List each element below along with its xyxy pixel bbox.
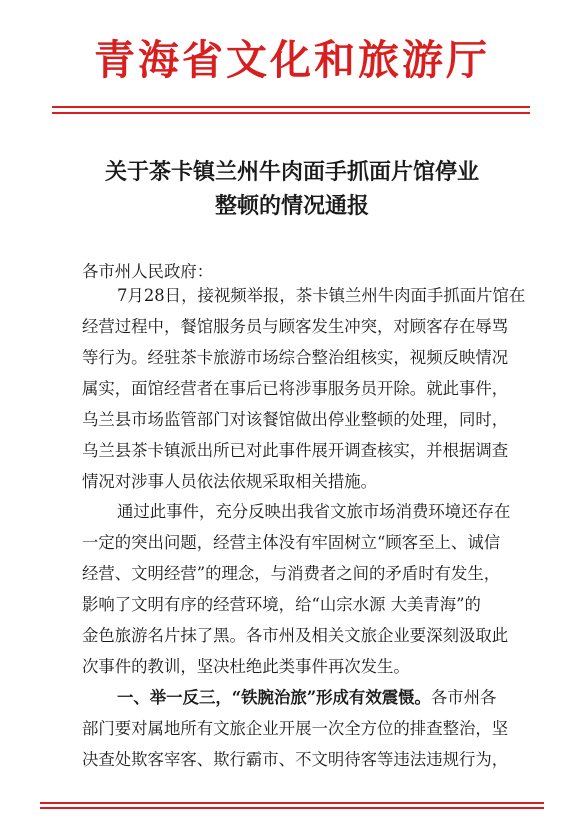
footer-rule-lower [40,807,544,809]
section-1-line: 决查处欺客宰客、欺行霸市、不文明待客等违法违规行为， [82,750,509,769]
document-title-line-1: 关于茶卡镇兰州牛肉面手抓面片馆停业 [104,159,479,185]
paragraph-1-line: 等行为。经驻茶卡旅游市场综合整治组核实，视频反映情况 [82,348,509,367]
paragraph-2-line: 影响了文明有序的经营环境，给“山宗水源 大美青海”的 [82,595,481,614]
paragraph-2-line: 一定的突出问题，经营主体没有牢固树立“顾客至上、诚信 [82,533,501,552]
section-1-line: 部门要对属地所有文旅企业开展一次全方位的排查整治，坚 [82,719,509,738]
paragraph-1-line: 乌兰县茶卡镇派出所已对此事件展开调查核实，并根据调查 [82,441,509,460]
section-1-heading: 一、举一反三，“铁腕治旅”形成有效震慑。 [117,688,431,707]
masthead-rule-lower [52,112,530,114]
section-1-first-line [117,688,496,708]
section-1-first-line-rest: 各市州各 [430,688,497,707]
salutation: 各市州人民政府： [82,262,214,281]
paragraph-1-line: 经营过程中，餐馆服务员与顾客发生冲突，对顾客存在辱骂 [82,317,509,336]
document-title-line-2: 整顿的情况通报 [214,193,369,219]
masthead-rule-upper [52,106,530,108]
paragraph-2-line: 通过此事件，充分反映出我省文旅市场消费环境还存在 [117,502,511,521]
paragraph-2-line: 次事件的教训，坚决杜绝此类事件再次发生。 [82,657,410,676]
paragraph-1-line: 情况对涉事人员依法依规采取相关措施。 [82,472,378,491]
paragraph-2-line: 经营、文明经营”的理念，与消费者之间的矛盾时有发生， [82,564,501,583]
paragraph-1-line: 7月28日，接视频举报，茶卡镇兰州牛肉面手抓面片馆在 [117,286,526,305]
footer-rule-upper [40,802,544,804]
paragraph-1-line: 乌兰县市场监管部门对该餐馆做出停业整顿的处理，同时， [82,410,509,429]
paragraph-1-line: 属实，面馆经营者在事后已将涉事服务员开除。就此事件， [82,379,509,398]
paragraph-2-line: 金色旅游名片抹了黑。各市州及相关文旅企业要深刻汲取此 [82,626,509,645]
masthead-title: 青海省文化和旅游厅 [94,36,490,84]
